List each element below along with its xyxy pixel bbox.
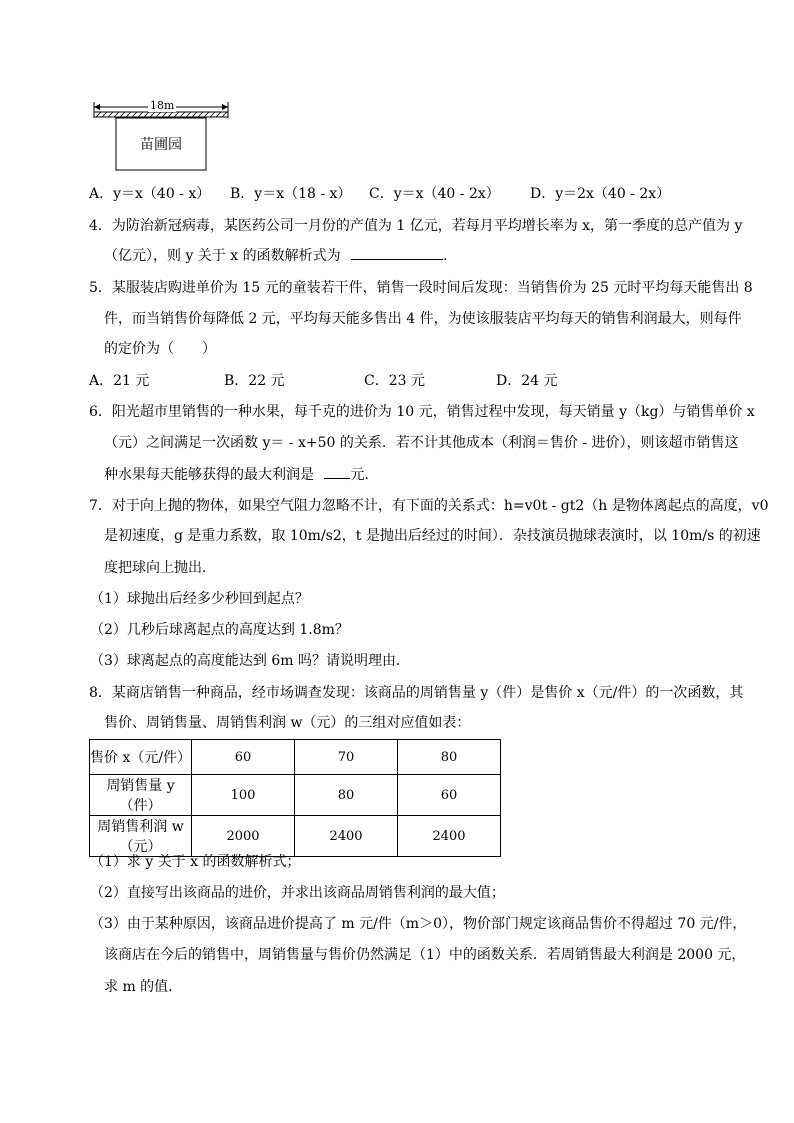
q7-line1: 7．对于向上抛的物体，如果空气阻力忽略不计，有下面的关系式：h=v0t - gt2（h 是物体离起点的高度，v0 <box>89 498 769 514</box>
table-row <box>90 816 501 857</box>
q8-line1: 8．某商店销售一种商品，经市场调查发现：该商品的周销售量 y（件）是售价 x（元/件）的一次函数，其 <box>89 685 744 701</box>
table-cell: 售价 x（元/件） <box>90 740 192 775</box>
q3-option-d[interactable]: D．y＝2x（40 - 2x） <box>530 186 671 202</box>
q8-line2: 售价、周销售量、周销售利润 w（元）的三组对应值如表： <box>104 715 471 731</box>
table-cell: 2400 <box>295 816 398 857</box>
table-cell: 60 <box>192 740 295 775</box>
q6-line1: 6．阳光超市里销售的一种水果，每千克的进价为 10 元，销售过程中发现，每天销量 y（kg）与销售单价 x <box>89 404 755 420</box>
q5-line3: 的定价为（ ） <box>104 341 216 357</box>
table-cell: 2000 <box>192 816 295 857</box>
q7-line3: 度把球向上抛出． <box>104 560 216 576</box>
q8-sub3-line3: 求 m 的值． <box>104 979 183 995</box>
nursery-figure <box>92 98 232 178</box>
q5-line2: 件，而当销售价每降低 2 元，平均每天能多售出 4 件，为使该服装店平均每天的销售利润最大，则每件 <box>104 311 742 327</box>
table-row <box>90 740 501 775</box>
q3-option-b[interactable]: B．y＝x（18 - x） <box>230 186 352 202</box>
q8-sub3-line1: （3）由于某种原因，该商品进价提高了 m 元/件（m＞0），物价部门规定该商品售价不得超过 70 元/件， <box>90 916 747 932</box>
q5-option-c[interactable]: C．23 元 <box>364 373 425 389</box>
q4-end: . <box>443 248 448 264</box>
q3-option-a[interactable]: A．y＝x（40 - x） <box>89 186 211 202</box>
q6-answer-blank[interactable] <box>324 464 350 479</box>
width-label: 18m <box>150 99 175 112</box>
q7-sub3: （3）球离起点的高度能达到 6m 吗？请说明理由． <box>90 653 410 669</box>
q8-table <box>89 739 501 857</box>
table-cell: 60 <box>398 775 501 816</box>
nursery-label: 苗圃园 <box>140 137 182 153</box>
q3-option-c[interactable]: C．y＝x（40 - 2x） <box>369 186 500 202</box>
q4-line2-text: （亿元），则 y 关于 x 的函数解析式为 <box>104 248 341 264</box>
table-cell: 80 <box>295 775 398 816</box>
q4-line2 <box>104 245 448 266</box>
table-cell: 周销售量 y（件） <box>90 775 192 816</box>
q8-sub1: （1）求 y 关于 x 的函数解析式； <box>90 854 301 870</box>
q5-option-d[interactable]: D．24 元 <box>496 373 558 389</box>
q6-line2: （元）之间满足一次函数 y＝ - x+50 的关系．若不计其他成本（利润＝售价 - 进价），则该超市销售这 <box>104 435 739 451</box>
table-cell: 100 <box>192 775 295 816</box>
table-cell: 2400 <box>398 816 501 857</box>
q6-unit: 元. <box>350 467 369 483</box>
table-cell: 70 <box>295 740 398 775</box>
q7-line2: 是初速度，g 是重力系数，取 10m/s2，t 是抛出后经过的时间）．杂技演员抛球表演时，以 10m/s 的初速 <box>104 528 761 544</box>
q5-option-b[interactable]: B．22 元 <box>224 373 285 389</box>
q8-sub3-line2: 该商店在今后的销售中，周销售量与售价仍然满足（1）中的函数关系．若周销售最大利润是 2000 元， <box>104 947 746 963</box>
q5-option-a[interactable]: A．21 元 <box>89 373 150 389</box>
table-cell: 周销售利润 w（元） <box>90 816 192 857</box>
q8-sub2: （2）直接写出该商品的进价，并求出该商品周销售利润的最大值； <box>90 885 505 901</box>
table-row <box>90 775 501 816</box>
table-cell: 80 <box>398 740 501 775</box>
q7-sub2: （2）几秒后球离起点的高度达到 1.8m？ <box>90 622 349 638</box>
q6-line3 <box>104 464 369 485</box>
q6-line3-text: 种水果每天能够获得的最大利润是 <box>104 467 314 483</box>
q7-sub1: （1）球抛出后经多少秒回到起点？ <box>90 591 309 607</box>
q4-line1: 4．为防治新冠病毒，某医药公司一月份的产值为 1 亿元，若每月平均增长率为 x，第一季度的总产值为 y <box>89 218 743 234</box>
q5-line1: 5．某服装店购进单价为 15 元的童装若干件，销售一段时间后发现：当销售价为 25 元时平均每天能售出 8 <box>89 280 753 296</box>
q4-answer-blank[interactable] <box>351 245 443 260</box>
